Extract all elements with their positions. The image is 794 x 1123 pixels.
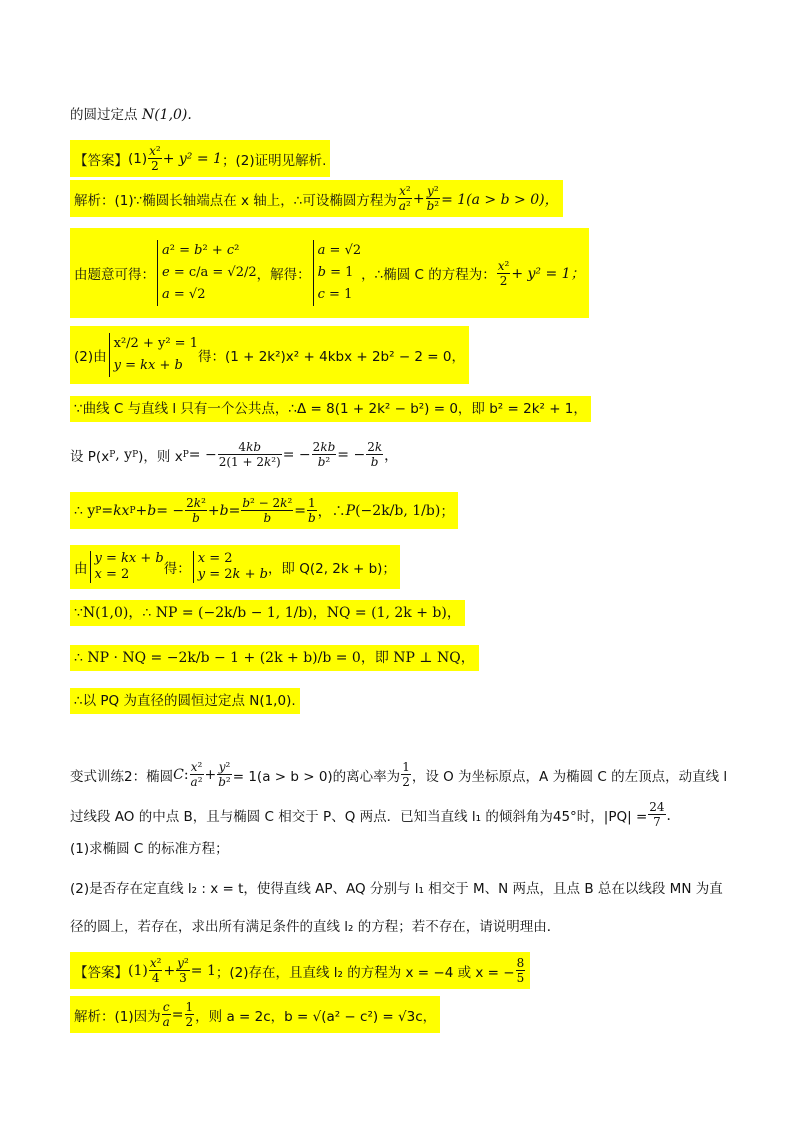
dot-product-line: ∴ NP · NQ = −2k/b − 1 + (2k + b)/b = 0，即 NP ⊥ NQ， [70,645,479,671]
conclusion-line: ∴以 PQ 为直径的圆恒过定点 N(1,0). [70,688,300,714]
vector-line: ∵N(1,0)，∴ NP = (−2k/b − 1, 1/b)，NQ = (1, 2k + b)， [70,600,465,626]
system-line: 由题意可得： a² = b² + c² e = c/a = √2/2 a = √2 ，解得： a = √2 b = 1 c = 1 ，∴椭圆 C 的方程为： $\frac{\text{x²}}{2}$ + y² = 1； [70,228,589,318]
yP-line: ∴ y P = kx P + b = − $\frac{\text{2k²}}{b}$ + b = $\frac{\text{b² − 2k²}}{b}$ = $\frac{1}{b}$ ，∴ P (−2k/b, 1/b) ； [70,492,458,529]
solution-line: 解析：(1)∵椭圆长轴端点在 x 轴上，∴可设椭圆方程为 $\frac{\text{x²}}{\text{a²}}$ + $\frac{\text{y²}}{\text{b²}}$ = 1(a > b > 0)， [70,180,563,217]
question-2b: 径的圆上，若存在，求出所有满足条件的直线 l₂ 的方程；若不存在，请说明理由． [70,919,561,935]
sysQ-line: 由 y = kx + b x = 2 得： x = 2 y = 2k + b ，即 Q(2, 2k + b)； [70,545,400,589]
variant-line-2: 过线段 AO 的中点 B，且与椭圆 C 相交于 P、Q 两点．已知当直线 l₁ 的倾斜角为45°时，|PQ| = $\frac{24}{7}$ ． [70,800,681,829]
part2-line: (2)由 x²/2 + y² = 1 y = kx + b 得：(1 + 2k²)x² + 4kbx + 2b² − 2 = 0， [70,326,469,384]
setP-line: 设 P(x P , y P )，则 x P = − $\frac{4kb}{\text{2(1 + 2k²)}}$ = − $\frac{2kb}{\text{b²}}$ = − $\frac{2k}{b}$ ， [70,440,399,469]
solution2-line: 解析：(1)因为 $\frac{c}{a}$ = $\frac{1}{2}$ ，则 a = 2c，b = √(a² − c²) = √3c， [70,996,440,1033]
text-line: 的圆过定点 N(1,0). [70,107,192,123]
tangent-line: ∵曲线 C 与直线 l 只有一个公共点，∴Δ = 8(1 + 2k² − b²) = 0，即 b² = 2k² + 1， [70,396,591,422]
question-1: (1)求椭圆 C 的标准方程； [70,841,229,857]
answer-line: 【答案】 (1) $\frac{\text{x²}}{2}$ + y² = 1 ；(2)证明见解析. [70,140,330,177]
variant-line-1: 变式训练2：椭圆 C : $\frac{\text{x²}}{\text{a²}}$ + $\frac{\text{y²}}{\text{b²}}$ = 1(a > b > 0)的离心率为 $\frac{1}{2}$ ，设 O 为坐标原点，A 为椭圆 C 的左顶点，动直线 l [70,760,728,789]
answer2-line: 【答案】 (1) $\frac{\text{x²}}{4}$ + $\frac{\text{y²}}{3}$ = 1 ；(2)存在，且直线 l₂ 的方程为 x = −4 或 x = − $\frac{8}{5}$ [70,952,530,989]
question-2a: (2)是否存在定直线 l₂ : x = t，使得直线 AP、AQ 分别与 l₁ 相交于 M、N 两点，且点 B 总在以线段 MN 为直 [70,881,723,897]
